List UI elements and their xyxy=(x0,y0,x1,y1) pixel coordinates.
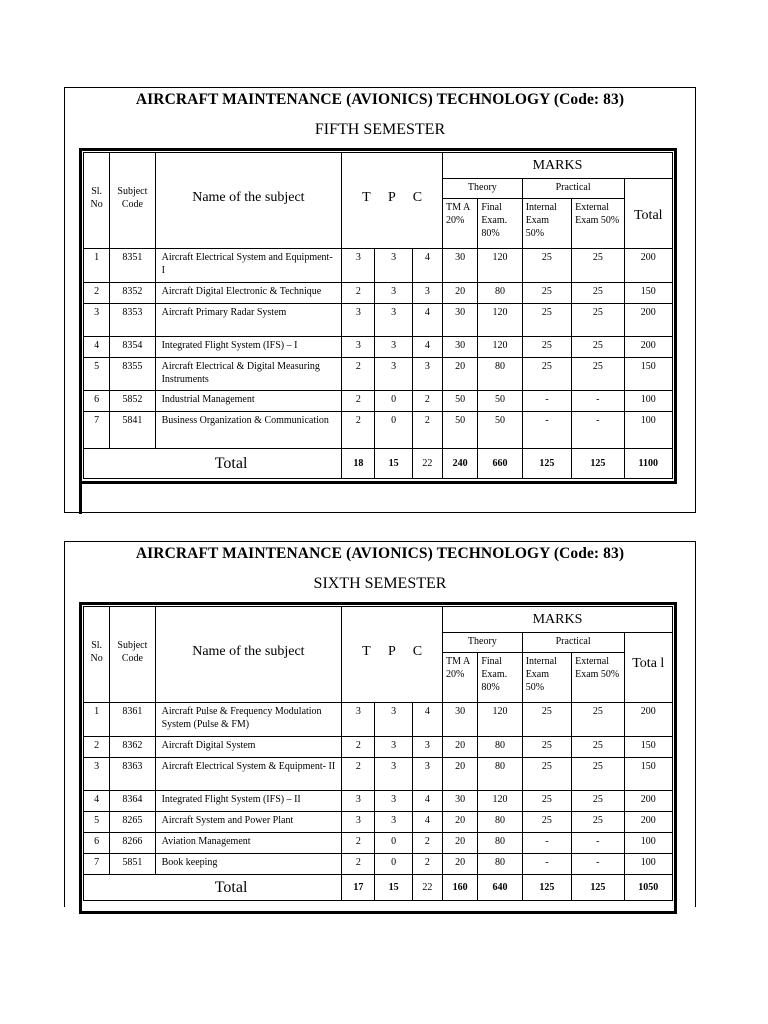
sixth-semester-section xyxy=(64,541,696,907)
cell-total: 100 xyxy=(624,391,672,412)
cell-name: Aviation Management xyxy=(155,833,342,854)
cell-final: 50 xyxy=(478,412,522,449)
totals-p: 15 xyxy=(375,449,412,479)
cell-internal: 25 xyxy=(522,812,571,833)
cell-final: 120 xyxy=(478,337,522,358)
cell-final: 80 xyxy=(478,833,522,854)
cell-name: Aircraft Electrical System & Equipment- II xyxy=(155,758,342,791)
cell-final: 50 xyxy=(478,391,522,412)
cell-name: Aircraft Electrical & Digital Measuring Instruments xyxy=(155,358,342,391)
cell-c: 2 xyxy=(412,854,442,875)
cell-t: 2 xyxy=(342,833,375,854)
cell-sl: 1 xyxy=(84,703,110,737)
cell-sl: 6 xyxy=(84,833,110,854)
marks-table xyxy=(83,606,673,901)
cell-t: 3 xyxy=(342,337,375,358)
cell-total: 150 xyxy=(624,358,672,391)
col-internal-header: Internal Exam 50% xyxy=(522,199,571,249)
col-tma-header: TM A 20% xyxy=(443,199,478,249)
cell-external: 25 xyxy=(572,337,624,358)
frame-left-rule xyxy=(79,484,82,514)
table-row xyxy=(84,412,673,449)
cell-internal: - xyxy=(522,391,571,412)
cell-internal: 25 xyxy=(522,304,571,337)
col-final-header: Final Exam. 80% xyxy=(478,653,522,703)
cell-p: 0 xyxy=(375,391,412,412)
cell-tma: 20 xyxy=(443,758,478,791)
cell-p: 3 xyxy=(375,812,412,833)
cell-t: 2 xyxy=(342,412,375,449)
col-tpc-header: T P C xyxy=(342,153,443,249)
table-row xyxy=(84,249,673,283)
cell-code: 8355 xyxy=(110,358,155,391)
cell-name: Aircraft System and Power Plant xyxy=(155,812,342,833)
cell-t: 2 xyxy=(342,854,375,875)
cell-tma: 30 xyxy=(443,304,478,337)
col-tma-header: TM A 20% xyxy=(443,653,478,703)
cell-sl: 3 xyxy=(84,304,110,337)
cell-c: 4 xyxy=(412,791,442,812)
cell-c: 3 xyxy=(412,283,442,304)
cell-p: 3 xyxy=(375,358,412,391)
cell-external: 25 xyxy=(572,812,624,833)
semester-title: FIFTH SEMESTER xyxy=(314,121,446,138)
cell-total: 200 xyxy=(624,812,672,833)
course-heading: AIRCRAFT MAINTENANCE (AVIONICS) TECHNOLOGY (Code: 83) xyxy=(135,545,625,562)
cell-name: Integrated Flight System (IFS) – II xyxy=(155,791,342,812)
cell-code: 8363 xyxy=(110,758,155,791)
cell-tma: 30 xyxy=(443,703,478,737)
cell-t: 3 xyxy=(342,812,375,833)
cell-c: 4 xyxy=(412,703,442,737)
cell-total: 150 xyxy=(624,737,672,758)
cell-final: 80 xyxy=(478,812,522,833)
cell-sl: 7 xyxy=(84,412,110,449)
cell-p: 3 xyxy=(375,304,412,337)
cell-c: 4 xyxy=(412,812,442,833)
table-row xyxy=(84,283,673,304)
totals-total: 1100 xyxy=(624,449,672,479)
cell-code: 5841 xyxy=(110,412,155,449)
col-name-header: Name of the subject xyxy=(155,607,342,703)
cell-t: 3 xyxy=(342,791,375,812)
cell-total: 200 xyxy=(624,337,672,358)
totals-tma: 240 xyxy=(443,449,478,479)
cell-t: 3 xyxy=(342,304,375,337)
cell-sl: 4 xyxy=(84,791,110,812)
totals-p: 15 xyxy=(375,875,412,901)
cell-external: 25 xyxy=(572,791,624,812)
table-row xyxy=(84,854,673,875)
col-total-header: Tota l xyxy=(624,633,672,703)
cell-total: 100 xyxy=(624,833,672,854)
cell-final: 120 xyxy=(478,249,522,283)
table-row xyxy=(84,791,673,812)
cell-external: 25 xyxy=(572,358,624,391)
table-row xyxy=(84,812,673,833)
semester-title: SIXTH SEMESTER xyxy=(313,575,447,592)
cell-tma: 20 xyxy=(443,283,478,304)
marks-table xyxy=(83,152,673,479)
cell-sl: 2 xyxy=(84,737,110,758)
cell-p: 3 xyxy=(375,703,412,737)
totals-t: 17 xyxy=(342,875,375,901)
cell-internal: - xyxy=(522,833,571,854)
cell-code: 5852 xyxy=(110,391,155,412)
cell-internal: 25 xyxy=(522,703,571,737)
cell-tma: 30 xyxy=(443,791,478,812)
col-practical-header: Practical xyxy=(522,633,624,653)
cell-code: 8265 xyxy=(110,812,155,833)
cell-sl: 2 xyxy=(84,283,110,304)
cell-tma: 20 xyxy=(443,854,478,875)
cell-name: Industrial Management xyxy=(155,391,342,412)
cell-external: - xyxy=(572,854,624,875)
totals-t: 18 xyxy=(342,449,375,479)
cell-sl: 5 xyxy=(84,812,110,833)
cell-code: 8354 xyxy=(110,337,155,358)
cell-tma: 20 xyxy=(443,737,478,758)
totals-final: 660 xyxy=(478,449,522,479)
totals-label: Total xyxy=(84,449,342,479)
totals-total: 1050 xyxy=(624,875,672,901)
totals-internal: 125 xyxy=(522,449,571,479)
marks-table-frame xyxy=(79,602,677,914)
cell-final: 80 xyxy=(478,737,522,758)
cell-sl: 4 xyxy=(84,337,110,358)
cell-t: 2 xyxy=(342,358,375,391)
col-practical-header: Practical xyxy=(522,179,624,199)
cell-c: 2 xyxy=(412,412,442,449)
cell-total: 100 xyxy=(624,412,672,449)
cell-code: 8361 xyxy=(110,703,155,737)
cell-internal: 25 xyxy=(522,337,571,358)
cell-external: 25 xyxy=(572,703,624,737)
cell-p: 3 xyxy=(375,283,412,304)
cell-p: 3 xyxy=(375,737,412,758)
col-sl-header: Sl. No xyxy=(84,153,110,249)
cell-p: 3 xyxy=(375,337,412,358)
cell-p: 0 xyxy=(375,854,412,875)
cell-total: 150 xyxy=(624,283,672,304)
course-heading: AIRCRAFT MAINTENANCE (AVIONICS) TECHNOLOGY (Code: 83) xyxy=(135,91,625,108)
table-row xyxy=(84,337,673,358)
cell-code: 8362 xyxy=(110,737,155,758)
cell-sl: 1 xyxy=(84,249,110,283)
cell-total: 200 xyxy=(624,791,672,812)
cell-sl: 6 xyxy=(84,391,110,412)
cell-tma: 20 xyxy=(443,812,478,833)
cell-name: Business Organization & Communication xyxy=(155,412,342,449)
cell-final: 80 xyxy=(478,854,522,875)
table-row xyxy=(84,703,673,737)
cell-internal: 25 xyxy=(522,791,571,812)
cell-tma: 50 xyxy=(443,412,478,449)
cell-p: 3 xyxy=(375,758,412,791)
cell-external: - xyxy=(572,412,624,449)
cell-final: 120 xyxy=(478,703,522,737)
cell-c: 3 xyxy=(412,358,442,391)
cell-internal: - xyxy=(522,412,571,449)
cell-tma: 50 xyxy=(443,391,478,412)
col-theory-header: Theory xyxy=(443,633,523,653)
cell-c: 4 xyxy=(412,249,442,283)
cell-code: 8266 xyxy=(110,833,155,854)
cell-name: Book keeping xyxy=(155,854,342,875)
cell-code: 8364 xyxy=(110,791,155,812)
table-row xyxy=(84,833,673,854)
col-final-header: Final Exam. 80% xyxy=(478,199,522,249)
col-code-header: Subject Code xyxy=(110,153,155,249)
cell-final: 80 xyxy=(478,758,522,791)
cell-internal: 25 xyxy=(522,249,571,283)
cell-p: 3 xyxy=(375,249,412,283)
cell-name: Aircraft Pulse & Frequency Modulation System (Pulse & FM) xyxy=(155,703,342,737)
cell-total: 100 xyxy=(624,854,672,875)
cell-code: 5851 xyxy=(110,854,155,875)
cell-t: 2 xyxy=(342,283,375,304)
cell-t: 3 xyxy=(342,703,375,737)
cell-final: 80 xyxy=(478,358,522,391)
table-row xyxy=(84,737,673,758)
table-row xyxy=(84,304,673,337)
cell-p: 0 xyxy=(375,412,412,449)
totals-row xyxy=(84,449,673,479)
col-sl-header: Sl. No xyxy=(84,607,110,703)
col-external-header: External Exam 50% xyxy=(572,199,624,249)
cell-tma: 30 xyxy=(443,337,478,358)
cell-p: 3 xyxy=(375,791,412,812)
cell-external: 25 xyxy=(572,737,624,758)
cell-external: - xyxy=(572,391,624,412)
cell-name: Integrated Flight System (IFS) – I xyxy=(155,337,342,358)
col-internal-header: Internal Exam 50% xyxy=(522,653,571,703)
cell-internal: 25 xyxy=(522,758,571,791)
totals-internal: 125 xyxy=(522,875,571,901)
cell-name: Aircraft Digital Electronic & Technique xyxy=(155,283,342,304)
cell-tma: 20 xyxy=(443,833,478,854)
cell-sl: 7 xyxy=(84,854,110,875)
cell-name: Aircraft Digital System xyxy=(155,737,342,758)
cell-t: 3 xyxy=(342,249,375,283)
cell-external: 25 xyxy=(572,304,624,337)
totals-label: Total xyxy=(84,875,342,901)
cell-c: 4 xyxy=(412,304,442,337)
totals-external: 125 xyxy=(572,875,624,901)
cell-internal: 25 xyxy=(522,737,571,758)
table-row xyxy=(84,758,673,791)
cell-total: 200 xyxy=(624,703,672,737)
cell-external: 25 xyxy=(572,758,624,791)
totals-c: 22 xyxy=(412,875,442,901)
cell-sl: 3 xyxy=(84,758,110,791)
col-tpc-header: T P C xyxy=(342,607,443,703)
cell-name: Aircraft Primary Radar System xyxy=(155,304,342,337)
cell-t: 2 xyxy=(342,391,375,412)
table-row xyxy=(84,391,673,412)
col-external-header: External Exam 50% xyxy=(572,653,624,703)
cell-c: 2 xyxy=(412,391,442,412)
cell-final: 120 xyxy=(478,304,522,337)
cell-t: 2 xyxy=(342,758,375,791)
cell-total: 200 xyxy=(624,304,672,337)
cell-external: - xyxy=(572,833,624,854)
totals-row xyxy=(84,875,673,901)
marks-table-frame xyxy=(79,148,677,484)
cell-c: 3 xyxy=(412,737,442,758)
cell-final: 80 xyxy=(478,283,522,304)
cell-internal: - xyxy=(522,854,571,875)
cell-code: 8353 xyxy=(110,304,155,337)
totals-external: 125 xyxy=(572,449,624,479)
cell-c: 2 xyxy=(412,833,442,854)
cell-total: 150 xyxy=(624,758,672,791)
col-marks-header: MARKS xyxy=(443,153,673,179)
cell-internal: 25 xyxy=(522,358,571,391)
cell-p: 0 xyxy=(375,833,412,854)
col-name-header: Name of the subject xyxy=(155,153,342,249)
cell-code: 8352 xyxy=(110,283,155,304)
cell-name: Aircraft Electrical System and Equipment- I xyxy=(155,249,342,283)
cell-external: 25 xyxy=(572,283,624,304)
cell-tma: 30 xyxy=(443,249,478,283)
cell-tma: 20 xyxy=(443,358,478,391)
col-code-header: Subject Code xyxy=(110,607,155,703)
cell-c: 4 xyxy=(412,337,442,358)
cell-internal: 25 xyxy=(522,283,571,304)
cell-c: 3 xyxy=(412,758,442,791)
col-total-header: Total xyxy=(624,179,672,249)
col-marks-header: MARKS xyxy=(443,607,673,633)
cell-sl: 5 xyxy=(84,358,110,391)
fifth-semester-section xyxy=(64,87,696,513)
cell-final: 120 xyxy=(478,791,522,812)
cell-external: 25 xyxy=(572,249,624,283)
cell-code: 8351 xyxy=(110,249,155,283)
col-theory-header: Theory xyxy=(443,179,523,199)
totals-c: 22 xyxy=(412,449,442,479)
totals-final: 640 xyxy=(478,875,522,901)
table-row xyxy=(84,358,673,391)
cell-total: 200 xyxy=(624,249,672,283)
totals-tma: 160 xyxy=(443,875,478,901)
cell-t: 2 xyxy=(342,737,375,758)
